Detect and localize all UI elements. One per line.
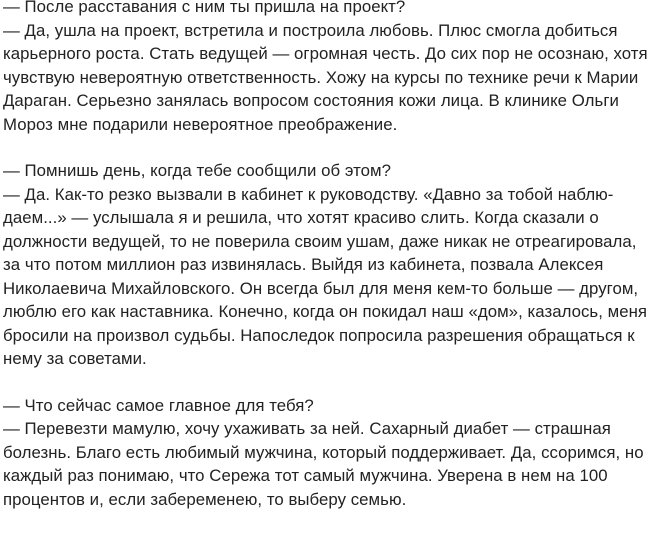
answer-2-line-8: нему за советами.: [3, 349, 147, 368]
answer-1-line-1: — Да, ушла на проект, встретила и построила любовь. Плюс смогла добиться: [3, 20, 618, 40]
question-3: — Что сейчас самое главное для тебя?: [3, 395, 314, 415]
answer-2-line-5: Николаевича Михайловского. Он всегда был для меня кем-то больше — другом,: [3, 278, 639, 298]
answer-1-line-4: Дараган. Серьезно занялась вопросом состояния кожи лица. В клинике Ольги: [3, 91, 619, 110]
qa-block-1: [3, 0, 667, 136]
answer-1-line-3: чувствую невероятную ответственность. Хожу на курсы по технике речи к Марии: [3, 67, 639, 87]
answer-2-line-1: — Да. Как-то резко вызвали в кабинет к руководству. «Давно за тобой наблю-: [3, 184, 614, 204]
answer-2-line-6: люблю его как наставника. Конечно, когда он покидал наш «дом», казалось, меня: [3, 302, 648, 321]
question-2: — Помнишь день, когда тебе сообщили об этом?: [3, 161, 391, 180]
answer-3-line-2: болезнь. Благо есть любимый мужчина, который поддерживает. Да, ссоримся, но: [3, 442, 644, 462]
answer-1-line-5: Мороз мне подарили невероятное преображение.: [3, 114, 398, 134]
answer-3-line-4: процентов и, если забеременею, то выберу семью.: [3, 489, 407, 509]
answer-1-line-2: карьерного роста. Стать ведущей — огромная честь. До сих пор не осознаю, хотя: [3, 44, 648, 63]
answer-2-line-4: за что потом миллион раз извинялась. Выйдя из кабинета, позвала Алексея: [3, 255, 604, 274]
answer-2-line-7: бросили на произвол судьбы. Напоследок попросила разрешения обращаться к: [3, 325, 635, 345]
interview-article: [3, 0, 667, 534]
answer-2-line-2: даем...» — услышала я и решила, что хотят красиво слить. Когда сказали о: [3, 208, 599, 227]
answer-3-line-1: — Перевезти мамулю, хочу ухаживать за ней. Сахарный диабет — страшная: [3, 419, 611, 438]
qa-block-2: [3, 159, 667, 371]
answer-2-line-3: должности ведущей, то не поверила своим ушам, даже никак не отреагировала,: [3, 231, 637, 251]
question-1: — После расставания с ним ты пришла на проект?: [3, 0, 406, 16]
answer-3-line-3: каждый раз понимаю, что Сережа тот самый мужчина. Уверена в нем на 100: [3, 466, 608, 485]
qa-block-3: [3, 394, 667, 512]
